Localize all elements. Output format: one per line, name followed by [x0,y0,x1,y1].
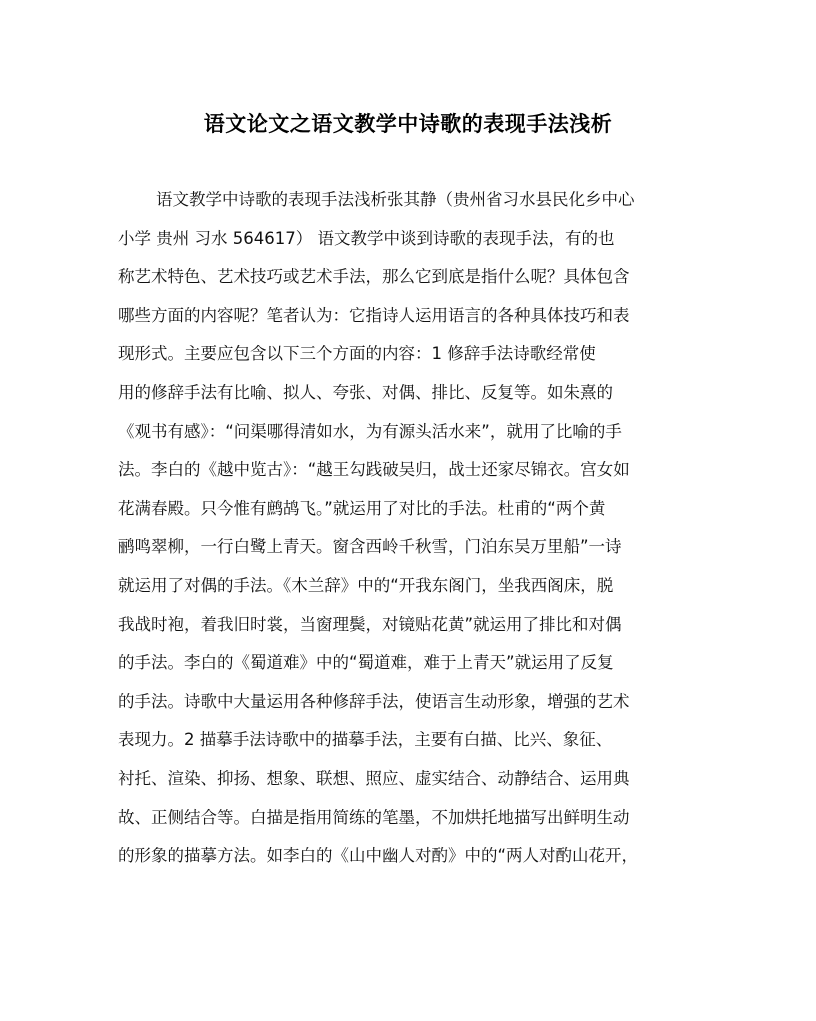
body-line: 称艺术特色、艺术技巧或艺术手法，那么它到底是指什么呢？具体包含 [118,267,630,287]
body-line: 语文教学中诗歌的表现手法浅析张其静（贵州省习水县民化乡中心 [156,190,635,209]
body-line: 现形式。主要应包含以下三个方面的内容：1 修辞手法诗歌经常使 [118,344,596,364]
body-line: 的手法。李白的《蜀道难》中的“蜀道难，难于上青天”就运用了反复 [118,653,614,673]
body-line: 哪些方面的内容呢？笔者认为：它指诗人运用语言的各种具体技巧和表 [118,305,630,325]
body-line: 我战时袍，着我旧时裳，当窗理鬓，对镜贴花黄”就运用了排比和对偶 [118,614,622,634]
body-line: 的形象的描摹方法。如李白的《山中幽人对酌》中的“两人对酌山花开， [118,846,639,866]
body-line: 就运用了对偶的手法。《木兰辞》中的“开我东阁门，坐我西阁床，脱 [118,575,614,595]
document-body [118,181,698,876]
body-line: 的手法。诗歌中大量运用各种修辞手法，使语言生动形象，增强的艺术 [118,691,630,711]
body-line: 小学 贵州 习水 564617） 语文教学中谈到诗歌的表现手法，有的也 [118,228,615,248]
body-line: 《观书有感》：“问渠哪得清如水，为有源头活水来”，就用了比喻的手 [118,421,622,441]
body-line: 表现力。2 描摹手法诗歌中的描摹手法，主要有白描、比兴、象征、 [118,730,613,750]
body-line: 法。李白的《越中览古》：“越王勾践破吴归，战士还家尽锦衣。宫女如 [118,460,630,480]
body-line: 故、正侧结合等。白描是指用简练的笔墨，不加烘托地描写出鲜明生动 [118,807,630,827]
document-title: 语文论文之语文教学中诗歌的表现手法浅析 [203,111,613,136]
body-line: 鹂鸣翠柳，一行白鹭上青天。窗含西岭千秋雪，门泊东吴万里船”一诗 [118,537,622,557]
body-line: 用的修辞手法有比喻、拟人、夸张、对偶、排比、反复等。如朱熹的 [118,382,613,402]
body-line: 花满春殿。只今惟有鹧鸪飞。”就运用了对比的手法。杜甫的“两个黄 [118,498,606,518]
body-line: 衬托、渲染、抑扬、想象、联想、照应、虚实结合、动静结合、运用典 [118,768,630,788]
